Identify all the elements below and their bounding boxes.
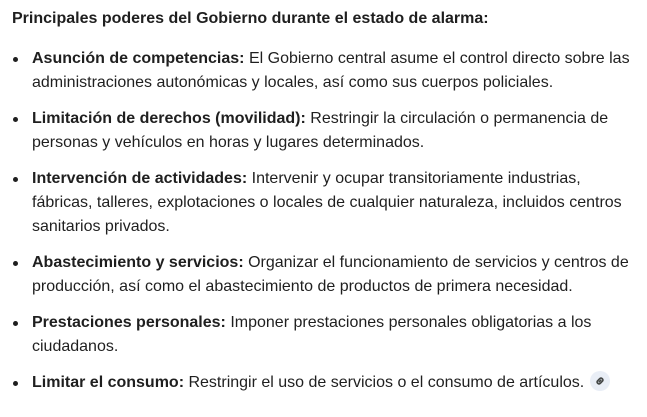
list-item: [0, 371, 647, 395]
item-text: Organizar el funcionamiento de servicios y centros de producción, así como el abastecimiento de productos de primera necesidad.: [32, 254, 629, 295]
item-text: El Gobierno central asume el control directo sobre las administraciones autonómicas y locales, así como sus cuerpos policiales.: [32, 50, 630, 91]
list-item: [0, 47, 647, 95]
bullet: [13, 381, 18, 386]
list-item: [0, 167, 647, 239]
item-term: Prestaciones personales:: [32, 314, 226, 331]
section-heading: Principales poderes del Gobierno durante el estado de alarma:: [12, 10, 489, 27]
item-text: Restringir el uso de servicios o el consumo de artículos.: [184, 374, 585, 391]
item-term: Limitación de derechos (movilidad):: [32, 110, 306, 127]
list-item: [0, 311, 647, 359]
bullet: [13, 117, 18, 122]
link-icon: [594, 375, 606, 387]
item-text: Restringir la circulación o permanencia de personas y vehículos en horas y lugares determinados.: [32, 110, 609, 151]
powers-list: [0, 47, 647, 407]
list-item: [0, 251, 647, 299]
bullet: [13, 57, 18, 62]
item-text: Intervenir y ocupar transitoriamente industrias, fábricas, talleres, explotaciones o locales de cualquier naturaleza, incluidos centros sanitarios privados.: [32, 170, 622, 235]
list-item: [0, 107, 647, 155]
item-term: Abastecimiento y servicios:: [32, 254, 244, 271]
item-term: Limitar el consumo:: [32, 374, 185, 391]
item-text: Imponer prestaciones personales obligatorias a los ciudadanos.: [32, 314, 592, 355]
bullet: [13, 321, 18, 326]
bullet: [13, 177, 18, 182]
item-term: Intervención de actividades:: [32, 170, 248, 187]
source-link-button[interactable]: [590, 371, 610, 391]
bullet: [13, 261, 18, 266]
item-term: Asunción de competencias:: [32, 50, 245, 67]
